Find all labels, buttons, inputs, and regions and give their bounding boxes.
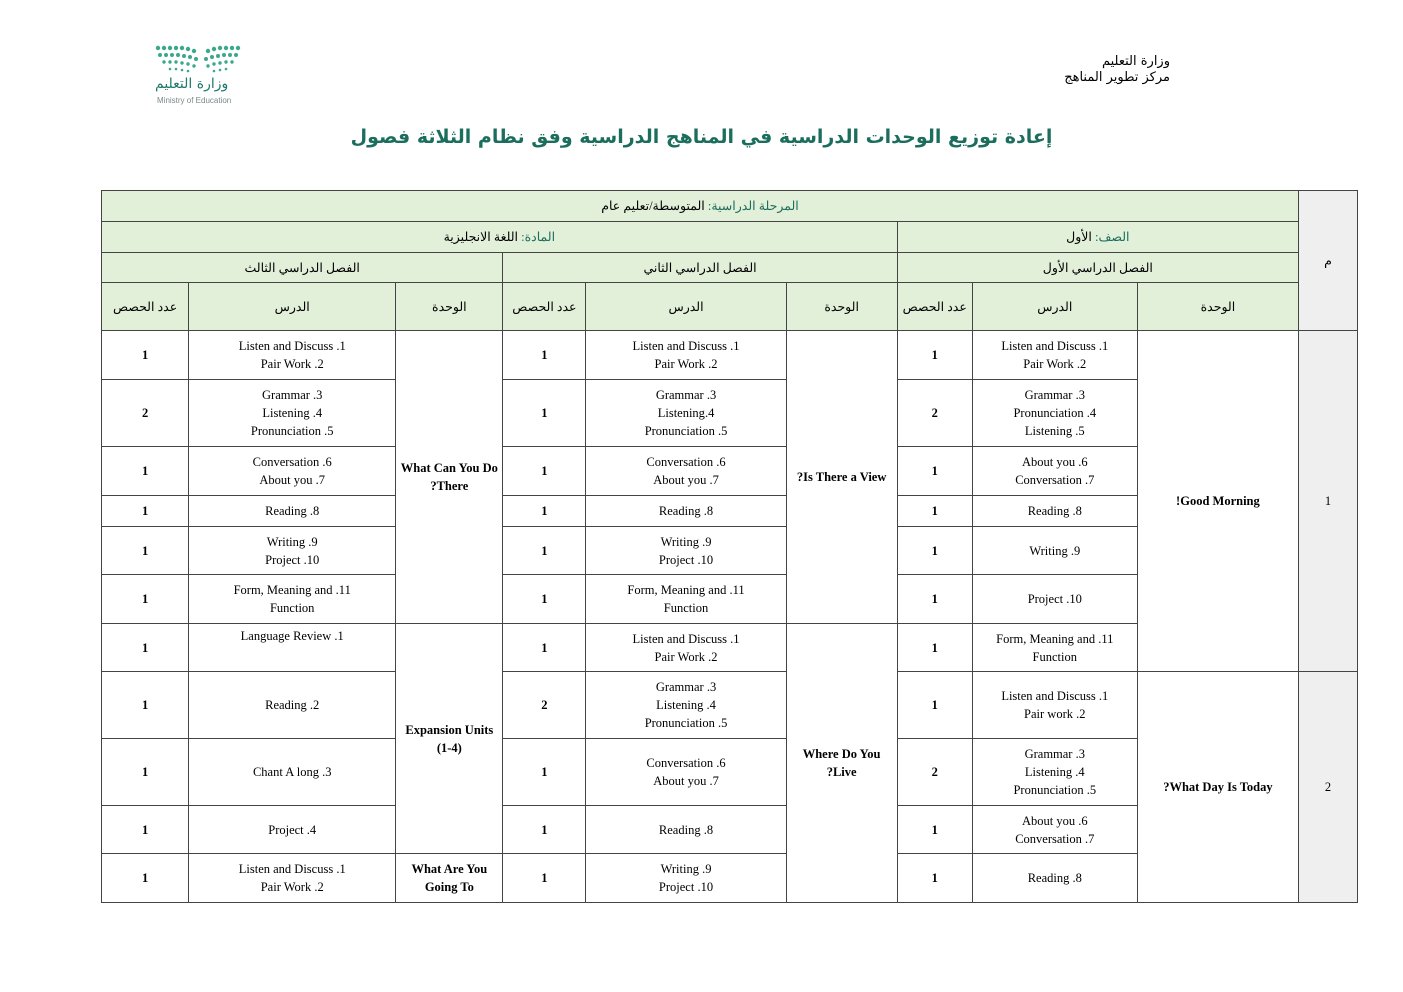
t1-count: 1 bbox=[897, 527, 972, 575]
t3-count: 1 bbox=[102, 575, 189, 624]
t3-count: 1 bbox=[102, 624, 189, 672]
t1-lesson: 9. Writing bbox=[972, 527, 1137, 575]
t3-lesson: 3. Grammar 4. Listening 5. Pronunciation bbox=[189, 380, 396, 447]
t3-unit: Expansion Units (1-4) bbox=[396, 624, 503, 854]
t2-unit-col-header: الوحدة bbox=[786, 283, 897, 331]
t1-lesson: 10. Project bbox=[972, 575, 1137, 624]
t3-count: 2 bbox=[102, 380, 189, 447]
page-title: إعادة توزيع الوحدات الدراسية في المناهج الدراسية وفق نظام الثلاثة فصول bbox=[350, 126, 1053, 148]
t3-count: 1 bbox=[102, 806, 189, 854]
t1-count: 1 bbox=[897, 854, 972, 903]
t3-lesson: 4. Project bbox=[189, 806, 396, 854]
t2-count: 1 bbox=[503, 854, 586, 903]
logo-arabic-text: وزارة التعليم bbox=[155, 76, 229, 92]
t2-count: 1 bbox=[503, 447, 586, 496]
grade-cell bbox=[897, 222, 1298, 253]
t2-lesson: 6. Conversation 7. About you bbox=[586, 447, 786, 496]
subject-cell bbox=[102, 222, 898, 253]
t2-unit: Is There a View? bbox=[786, 331, 897, 624]
t3-lesson: 11. Form, Meaning and Function bbox=[189, 575, 396, 624]
t3-lesson: 9. Writing 10. Project bbox=[189, 527, 396, 575]
t3-lesson: 1. Language Review bbox=[189, 624, 396, 672]
t3-unit-col-header: الوحدة bbox=[396, 283, 503, 331]
t2-lesson: 3. Grammar 4. Listening 5. Pronunciation bbox=[586, 672, 786, 739]
subject-label: المادة: bbox=[521, 230, 556, 244]
t3-count: 1 bbox=[102, 331, 189, 380]
t1-count: 1 bbox=[897, 331, 972, 380]
t3-count-col-header: عدد الحصص bbox=[102, 283, 189, 331]
t1-lesson: 1. Listen and Discuss 2. Pair work bbox=[972, 672, 1137, 739]
t1-count: 1 bbox=[897, 672, 972, 739]
m-value-1: 1 bbox=[1298, 331, 1357, 672]
t1-count: 1 bbox=[897, 575, 972, 624]
t2-count: 2 bbox=[503, 672, 586, 739]
t1-count: 2 bbox=[897, 380, 972, 447]
ministry-header bbox=[1040, 54, 1170, 86]
t1-unit: What Day Is Today? bbox=[1137, 672, 1298, 903]
logo-english-text: Ministry of Education bbox=[157, 96, 232, 105]
t3-count: 1 bbox=[102, 854, 189, 903]
t2-lesson: 1. Listen and Discuss 2. Pair Work bbox=[586, 624, 786, 672]
t2-count: 1 bbox=[503, 527, 586, 575]
t1-lesson: 3. Grammar 4. Listening 5. Pronunciation bbox=[972, 739, 1137, 806]
m-header: م bbox=[1298, 191, 1357, 331]
t2-lesson: 1. Listen and Discuss 2. Pair Work bbox=[586, 331, 786, 380]
t1-count: 1 bbox=[897, 496, 972, 527]
t1-lesson: 3. Grammar 4. Pronunciation 5. Listening bbox=[972, 380, 1137, 447]
t3-lesson: 2. Reading bbox=[189, 672, 396, 739]
t2-count: 1 bbox=[503, 739, 586, 806]
t3-lesson: 1. Listen and Discuss 2. Pair Work bbox=[189, 331, 396, 380]
t1-lesson: 8. Reading bbox=[972, 496, 1137, 527]
t1-unit: Good Morning! bbox=[1137, 331, 1298, 672]
t3-unit: What Are You Going To bbox=[396, 854, 503, 903]
t3-count: 1 bbox=[102, 527, 189, 575]
t1-lesson: 11. Form, Meaning and Function bbox=[972, 624, 1137, 672]
t1-lesson: 6. About you 7. Conversation bbox=[972, 806, 1137, 854]
t2-lesson: 3. Grammar 4.Listening 5. Pronunciation bbox=[586, 380, 786, 447]
t3-lesson-col-header: الدرس bbox=[189, 283, 396, 331]
m-value-2: 2 bbox=[1298, 672, 1357, 903]
t2-count: 1 bbox=[503, 806, 586, 854]
term2-header: الفصل الدراسي الثاني bbox=[503, 253, 897, 283]
stage-cell bbox=[102, 191, 1299, 222]
t3-unit: What Can You Do There? bbox=[396, 331, 503, 624]
t1-lesson: 1. Listen and Discuss 2. Pair Work bbox=[972, 331, 1137, 380]
distribution-table bbox=[101, 190, 1358, 903]
t3-count: 1 bbox=[102, 672, 189, 739]
term3-header: الفصل الدراسي الثالث bbox=[102, 253, 503, 283]
grade-value: الأول bbox=[1066, 230, 1095, 244]
t3-lesson: 1. Listen and Discuss 2. Pair Work bbox=[189, 854, 396, 903]
stage-value: المتوسطة/تعليم عام bbox=[601, 199, 708, 213]
t3-lesson: 6. Conversation 7. About you bbox=[189, 447, 396, 496]
t1-count: 2 bbox=[897, 739, 972, 806]
t2-lesson: 9. Writing 10. Project bbox=[586, 854, 786, 903]
t2-count-col-header: عدد الحصص bbox=[503, 283, 586, 331]
ministry-line-1: وزارة التعليم bbox=[1101, 54, 1170, 69]
t2-count: 1 bbox=[503, 380, 586, 447]
t2-lesson: 9. Writing 10. Project bbox=[586, 527, 786, 575]
t1-lesson: 6. About you 7. Conversation bbox=[972, 447, 1137, 496]
t1-lesson: 8. Reading bbox=[972, 854, 1137, 903]
t2-lesson: 8. Reading bbox=[586, 496, 786, 527]
t2-unit: Where Do You Live? bbox=[786, 624, 897, 903]
t3-count: 1 bbox=[102, 739, 189, 806]
t2-count: 1 bbox=[503, 331, 586, 380]
t3-lesson: 3. Chant A long bbox=[189, 739, 396, 806]
t2-count: 1 bbox=[503, 496, 586, 527]
t2-lesson-col-header: الدرس bbox=[586, 283, 786, 331]
stage-label: المرحلة الدراسية: bbox=[707, 199, 799, 213]
t1-count: 1 bbox=[897, 624, 972, 672]
t1-count-col-header: عدد الحصص bbox=[897, 283, 972, 331]
t2-lesson: 8. Reading bbox=[586, 806, 786, 854]
ministry-line-2: مركز تطوير المناهج bbox=[1064, 70, 1170, 85]
t1-unit-col-header: الوحدة bbox=[1137, 283, 1298, 331]
subject-value: اللغة الانجليزية bbox=[443, 230, 522, 244]
t1-count: 1 bbox=[897, 806, 972, 854]
t1-count: 1 bbox=[897, 447, 972, 496]
t2-count: 1 bbox=[503, 575, 586, 624]
t3-count: 1 bbox=[102, 447, 189, 496]
t3-count: 1 bbox=[102, 496, 189, 527]
t2-lesson: 6. Conversation 7. About you bbox=[586, 739, 786, 806]
t3-lesson: 8. Reading bbox=[189, 496, 396, 527]
term1-header: الفصل الدراسي الأول bbox=[897, 253, 1298, 283]
t1-lesson-col-header: الدرس bbox=[972, 283, 1137, 331]
grade-label: الصف: bbox=[1094, 230, 1130, 244]
t2-count: 1 bbox=[503, 624, 586, 672]
t2-lesson: 11. Form, Meaning and Function bbox=[586, 575, 786, 624]
